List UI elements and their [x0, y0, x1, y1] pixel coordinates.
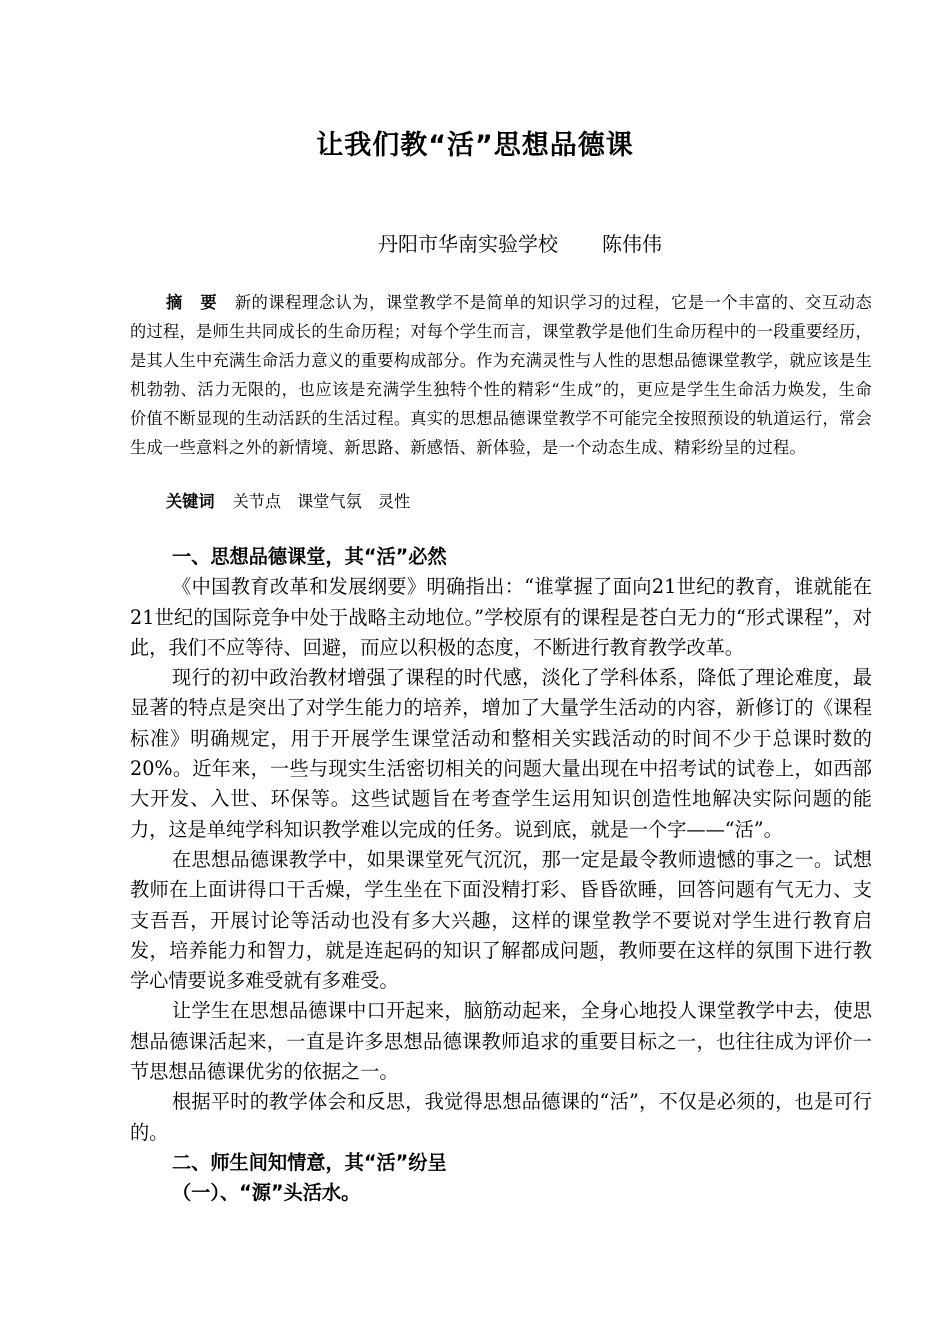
section-heading-2: 二、师生间知情意，其“活”纷呈	[172, 1150, 447, 1174]
byline-school: 丹阳市华南实验学校	[378, 232, 558, 256]
paragraph: 在思想品德课教学中，如果课堂死气沉沉，那一定是最令教师遗憾的事之一。试想教师在上面讲得口干舌燥，学生坐在下面没精打彩、昏昏欲睡，回答问题有气无力、支支吾吾，开展讨论等活动也没有多大兴趣，这样的课堂教学不要说对学生进行教育启发，培养能力和智力，就是连起码的知识了解都成问题，教师要在这样的氛围下进行教学心情要说多难受就有多难受。	[130, 847, 872, 993]
paragraph: 现行的初中政治教材增强了课程的时代感，淡化了学科体系，降低了理论难度，最显著的特点是突出了对学生能力的培养，增加了大量学生活动的内容，新修订的《课程标准》明确规定，用于开展学生课堂活动和整相关实践活动的时间不少于总课时数的20%。近年来，一些与现实生活密切相关的问题大量出现在中招考试的试卷上，如西部大开发、入世、环保等。这些试题旨在考查学生运用知识创造性地解决实际问题的能力，这是单纯学科知识教学难以完成的任务。说到底，就是一个字——“活”。	[130, 666, 872, 841]
keyword-item: 关节点	[232, 492, 282, 511]
paragraph: 根据平时的教学体会和反思，我觉得思想品德课的“活”，不仅是必须的，也是可行的。	[130, 1090, 872, 1144]
abstract	[130, 288, 872, 462]
keyword-item: 灵性	[377, 492, 411, 511]
abstract-label: 摘 要	[166, 293, 223, 312]
keyword-item: 课堂气氛	[297, 492, 362, 511]
keywords-label: 关键词	[166, 492, 215, 511]
section-heading-1: 一、思想品德课堂，其“活”必然	[172, 545, 447, 568]
abstract-text: 新的课程理念认为，课堂教学不是简单的知识学习的过程，它是一个丰富的、交互动态的过程，是师生共同成长的生命历程；对每个学生而言，课堂教学是他们生命历程中的一段重要经历，是其人生中充满生命活力意义的重要构成部分。作为充满灵性与人性的思想品德课堂教学，就应该是生机勃勃、活力无限的，也应该是充满学生独特个性的精彩“生成”的，更应是学生生命活力焕发，生命价值不断显现的生动活跃的生活过程。真实的思想品德课堂教学不可能完全按照预设的轨道运行，常会生成一些意料之外的新情境、新思路、新感悟、新体验，是一个动态生成、精彩纷呈的过程。	[130, 293, 872, 457]
keywords	[166, 488, 872, 516]
document-body	[130, 542, 872, 1209]
byline-author: 陈伟伟	[602, 232, 662, 256]
paragraph: 《中国教育改革和发展纲要》明确指出：“谁掌握了面向21世纪的教育，谁就能在21世纪的国际竞争中处于战略主动地位。”学校原有的课程是苍白无力的“形式课程”，对此，我们不应等待、回避，而应以积极的态度，不断进行教育教学改革。	[130, 575, 872, 659]
byline	[0, 230, 950, 258]
subsection-heading: （一）、“源”头活水。	[172, 1181, 361, 1205]
document-title: 让我们教“活”思想品德课	[316, 130, 634, 161]
paragraph: 让学生在思想品德课中口开起来，脑筋动起来，全身心地投人课堂教学中去，使思想品德课活起来，一直是许多思想品德课教师追求的重要目标之一，也往往成为评价一节思想品德课优劣的依据之一。	[130, 999, 872, 1084]
